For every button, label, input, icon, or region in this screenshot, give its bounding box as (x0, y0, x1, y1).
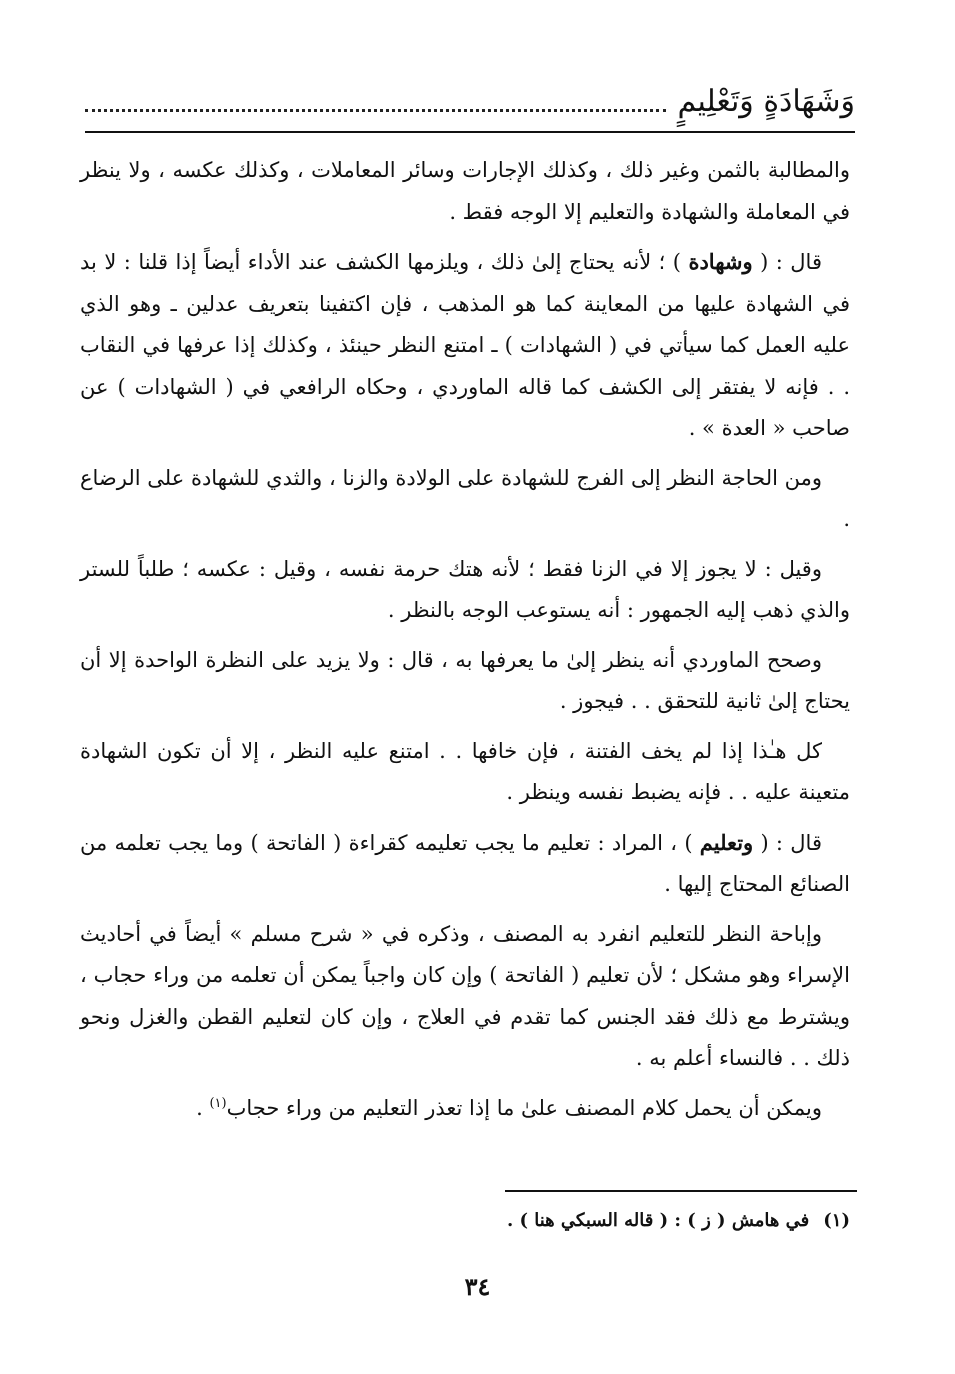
paragraph-lead: قال : ( (753, 830, 822, 855)
footnote-number: (١) (823, 1210, 850, 1231)
paragraph (80, 150, 850, 233)
paragraph-text: ويمكن أن يحمل كلام المصنف علىٰ ما إذا تعذر التعليم من وراء حجاب (226, 1095, 822, 1120)
paragraph-text: والمطالبة بالثمن وغير ذلك ، وكذلك الإجارات وسائر المعاملات ، وكذلك عكسه ، ولا ينظر في المعاملة والشهادة والتعليم إلا الوجه فقط . (80, 158, 850, 224)
footnote-rule (505, 1190, 857, 1192)
paragraph-text: ) ، المراد : تعليم ما يجب تعليمه كقراءة ( الفاتحة ) وما يجب تعلمه من الصنائع المحتاج إليها . (80, 830, 850, 896)
paragraph-tail: . (196, 1095, 210, 1120)
paragraph-text: ) ؛ لأنه يحتاج إلىٰ ذلك ، ويلزمها الكشف عند الأداء أيضاً إذا قلنا : لا بد في الشهادة عليها من المعاينة كما هو المذهب ، فإن اكتفينا بتعريف عدلين ـ وهو الذي عليه العمل كما سيأتي في ( الشهادات ) ـ امتنع النظر حينئذ ، وكذلك إذا عرفها في النقاب . . فإنه لا يفتقر إلى الكشف كما قاله الماوردي ، وحكاه الرافعي في ( الشهادات ) عن صاحب « العدة » . (80, 250, 850, 440)
header-dotted-leader (85, 108, 666, 112)
paragraph (80, 914, 850, 1080)
paragraph-text: وقيل : لا يجوز إلا في الزنا فقط ؛ لأنه هتك حرمة نفسه ، وقيل : عكسه ؛ طلباً للستر والذي ذهب إليه الجمهور : أنه يستوعب الوجه بالنظر . (80, 556, 850, 622)
paragraph-text: ومن الحاجة النظر إلى الفرج للشهادة على الولادة والزنا ، والثدي للشهادة على الرضاع . (80, 465, 850, 531)
footnote-marker[interactable]: (١) (209, 1095, 227, 1111)
matn-keyword: وتعليم (699, 829, 754, 855)
matn-keyword: وشهادة (688, 249, 753, 274)
paragraph (80, 1088, 850, 1130)
footnote-text: في هامش ( ز ) : ( قاله السبكي هنا ) . (506, 1210, 810, 1231)
running-header (85, 62, 855, 122)
paragraph (80, 549, 850, 632)
paragraph (80, 822, 850, 906)
paragraph-text: وإباحة النظر للتعليم انفرد به المصنف ، وذكره في « شرح مسلم » أيضاً في أحاديث الإسراء وهو مشكل ؛ لأن تعليم ( الفاتحة ) وإن كان واجباً يمكن أن تعلمه من وراء حجاب ، ويشترط مع ذلك فقد الجنس كما تقدم في العلاج ، وإن كان لتعليم القطن والغزل ونحو ذلك . . فالنساء أعلم به . (80, 921, 850, 1070)
paragraph-lead: قال : ( (752, 250, 822, 274)
paragraph-text: كل هـٰذا إذا لم يخف الفتنة ، فإن خافها . . امتنع عليه النظر ، إلا أن تكون الشهادة متعينة عليه . . فإنه يضبط نفسه وينظر . (80, 738, 850, 804)
header-title: وَشَهَادَةٍ وَتَعْلِيمٍ (677, 84, 855, 119)
paragraph (80, 241, 850, 450)
paragraph (80, 731, 850, 814)
page-number: ٣٤ (464, 1272, 491, 1301)
paragraph-text: وصحح الماوردي أنه ينظر إلىٰ ما يعرفها به ، قال : ولا يزيد على النظرة الواحدة إلا أن يحتاج إلىٰ ثانية للتحقق . . فيجوز . (80, 647, 850, 713)
header-rule (85, 131, 855, 133)
paragraph (80, 458, 850, 541)
main-text (80, 150, 850, 1137)
footnote (150, 1206, 850, 1236)
paragraph (80, 640, 850, 723)
